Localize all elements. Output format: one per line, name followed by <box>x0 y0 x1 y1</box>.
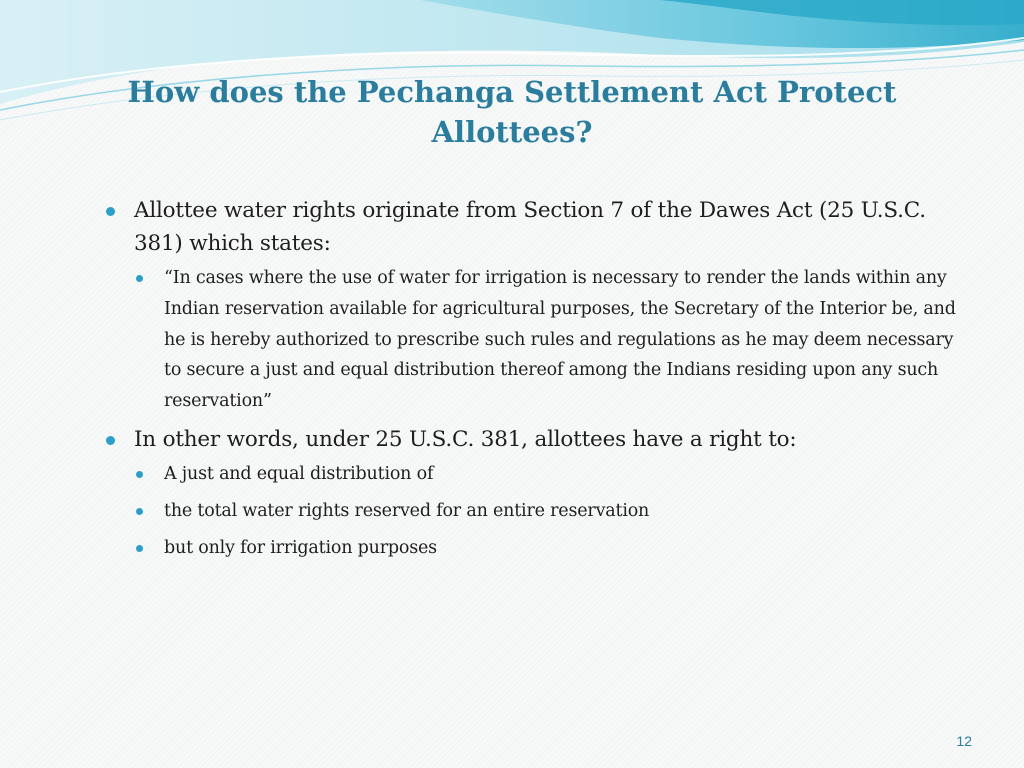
sub-bullet-list <box>106 263 966 417</box>
sub-bullet-item <box>136 533 966 564</box>
sub-bullet-item <box>136 263 966 417</box>
bullet-dot-icon <box>106 436 115 445</box>
sub-bullet-text: but only for irrigation purposes <box>164 537 437 558</box>
sub-bullet-item <box>136 459 966 490</box>
sub-bullet-text: “In cases where the use of water for irrigation is necessary to render the lands within any Indian reservation available for agricultural purposes, the Secretary of the Interior be, and he is hereby authorized to prescribe such rules and regulations as he may deem necessary to secure a just and equal distribution thereof among the Indians residing upon any such reservation” <box>164 268 956 412</box>
sub-bullet-dot-icon <box>136 471 143 478</box>
sub-bullet-list <box>106 459 966 563</box>
bullet-item <box>106 194 966 260</box>
sub-bullet-dot-icon <box>136 275 143 282</box>
slide-title: How does the Pechanga Settlement Act Protect Allottees? <box>127 75 897 149</box>
sub-bullet-text: the total water rights reserved for an entire reservation <box>164 500 650 521</box>
bullet-item <box>106 423 966 456</box>
page-number: 12 <box>956 733 972 749</box>
sub-bullet-item <box>136 496 966 527</box>
sub-bullet-dot-icon <box>136 545 143 552</box>
bullet-dot-icon <box>106 207 115 216</box>
bullet-text: In other words, under 25 U.S.C. 381, allottees have a right to: <box>134 426 797 452</box>
sub-bullet-text: A just and equal distribution of <box>164 463 434 484</box>
sub-bullet-dot-icon <box>136 508 143 515</box>
slide-content <box>106 194 966 569</box>
bullet-text: Allottee water rights originate from Section 7 of the Dawes Act (25 U.S.C. 381) which states: <box>134 198 926 256</box>
